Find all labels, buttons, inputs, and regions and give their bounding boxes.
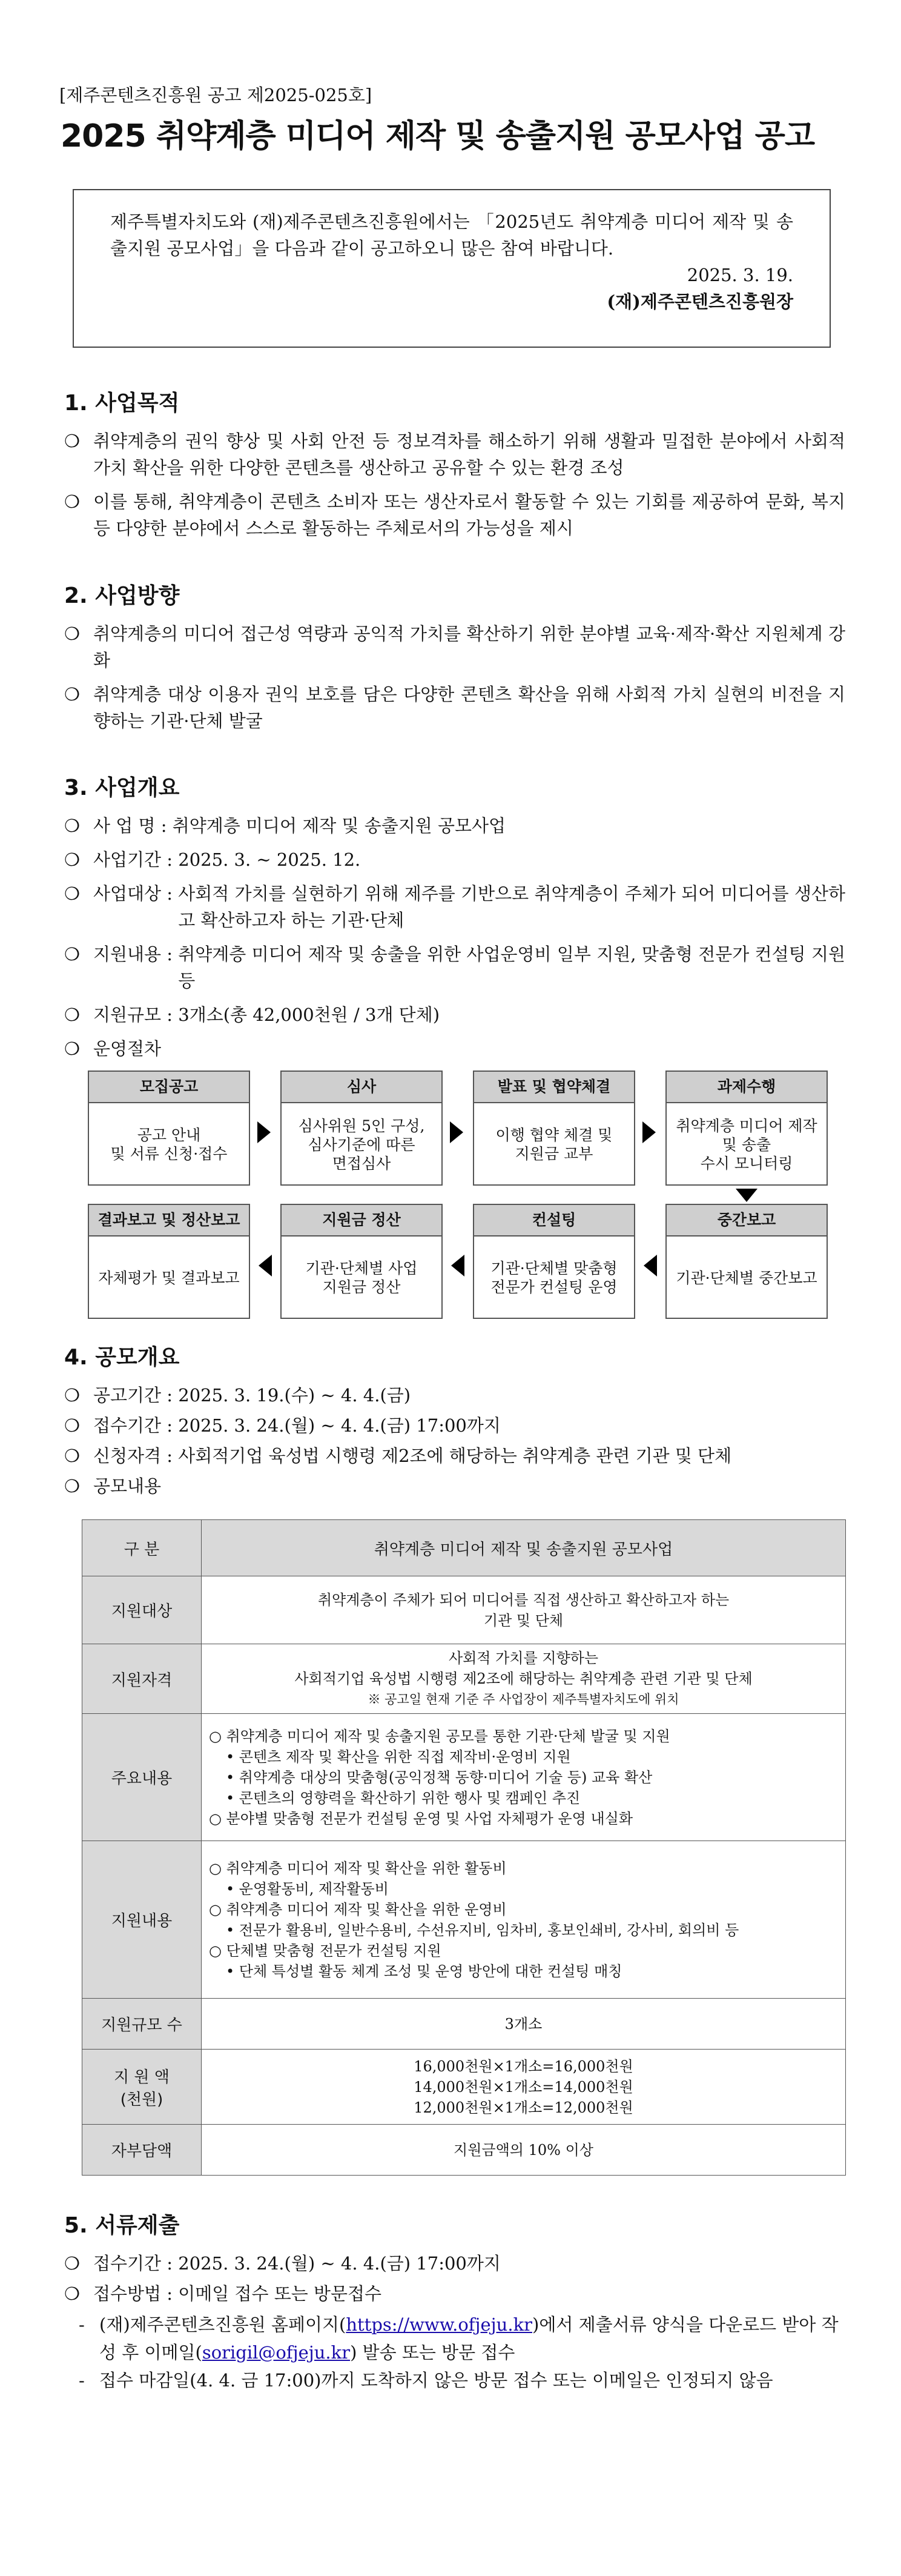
content-line: • 취약계층 대상의 맞춤형(공익정책 동향·미디어 기술 등) 교육 확산	[226, 1768, 653, 1786]
flow-step	[88, 1204, 250, 1319]
intro-issuer: (재)제주콘텐츠진흥원장	[607, 291, 793, 312]
item-key: ❍ 접수기간 :	[93, 2253, 179, 2274]
row-value: 취약계층이 주체가 되어 미디어를 직접 생산하고 확산하고자 하는 기관 및 단체	[202, 1576, 846, 1644]
section-heading: 4. 공모개요	[64, 1345, 180, 1370]
flow-step-body: 취약계층 미디어 제작 및 송출 수시 모니터링	[676, 1117, 817, 1172]
row-value	[202, 1644, 846, 1714]
item-value: 2025. 3. 24.(월) ~ 4. 4.(금) 17:00까지	[178, 2253, 501, 2274]
item-key: ❍ 운영절차	[93, 1038, 162, 1059]
section-purpose	[64, 388, 845, 549]
table-row	[82, 2125, 846, 2176]
item-key: ❍ 접수방법 :	[93, 2283, 179, 2304]
recruit-item	[64, 1382, 845, 1409]
detail-text: ) 발송 또는 방문 접수	[350, 2342, 515, 2363]
section-heading: 3. 사업개요	[64, 775, 180, 800]
table-row	[82, 1576, 846, 1644]
item-value	[161, 1473, 845, 1499]
table-row	[82, 1714, 846, 1841]
flow-step-title: 발표 및 협약체결	[474, 1072, 634, 1103]
row-value	[202, 2050, 846, 2125]
process-flow	[88, 1071, 839, 1319]
detail-text: )에서 제출서류 양식을 다운로드 받아 작성 후 이메일(	[99, 2314, 839, 2363]
arrow-left-icon	[451, 1255, 464, 1276]
row-label: 지원자격	[82, 1644, 202, 1714]
content-line: • 콘텐츠의 영향력을 확산하기 위한 행사 및 캠페인 추진	[226, 1789, 581, 1807]
item-value: 이메일 접수 또는 방문접수	[178, 2283, 382, 2304]
table-row	[82, 2050, 846, 2125]
item-key: ❍ 접수기간 :	[93, 1415, 179, 1436]
notice-number: [제주콘텐츠진흥원 공고 제2025-025호]	[59, 85, 372, 105]
row-value	[202, 1714, 846, 1841]
flow-step	[473, 1204, 635, 1319]
item-value: 취약계층 미디어 제작 및 송출을 위한 사업운영비 일부 지원, 맞춤형 전문가 컨설팅 지원 등	[178, 944, 845, 991]
homepage-link[interactable]: https://www.ofjeju.kr	[346, 2314, 533, 2335]
item-value: 취약계층 미디어 제작 및 송출지원 공모사업	[172, 815, 506, 836]
arrow-down-icon	[736, 1189, 757, 1202]
row-value: 3개소	[202, 1999, 846, 2050]
content-line: • 운영활동비, 제작활동비	[226, 1880, 389, 1897]
email-link[interactable]: sorigil@ofjeju.kr	[202, 2342, 351, 2363]
content-line: • 콘텐츠 제작 및 확산을 위한 직접 제작비·운영비 지원	[226, 1748, 571, 1765]
item-value: 사회적기업 육성법 시행령 제2조에 해당하는 취약계층 관련 기관 및 단체	[178, 1446, 732, 1466]
recruit-item	[64, 1442, 845, 1469]
item-key: ❍ 사업기간 :	[93, 849, 179, 870]
item-key: ❍ 지원규모 :	[93, 1004, 179, 1025]
recruit-table	[82, 1519, 846, 2176]
submit-item	[64, 2280, 845, 2307]
recruit-item	[64, 1412, 845, 1439]
content-line: ○ 취약계층 미디어 제작 및 송출지원 공모를 통한 기관·단체 발굴 및 지원	[209, 1727, 670, 1745]
item-value	[161, 1035, 845, 1062]
intro-box	[73, 189, 831, 348]
item-key: ❍ 공모내용	[93, 1476, 162, 1496]
flow-step	[665, 1204, 828, 1319]
row-label: 지원내용	[82, 1841, 202, 1999]
bullet-item: ❍ 취약계층의 미디어 접근성 역량과 공익적 가치를 확산하기 위한 분야별 교육·제작·확산 지원체계 강화	[64, 620, 845, 674]
row-value	[202, 1841, 846, 1999]
flow-step-title: 모집공고	[89, 1072, 249, 1103]
submit-detail	[64, 2311, 845, 2366]
section-direction	[64, 580, 845, 742]
content-line: • 단체 특성별 활동 체계 조성 및 운영 방안에 대한 컨설팅 매칭	[226, 1962, 622, 1980]
section-recruit	[64, 1342, 845, 1503]
submit-detail: - 접수 마감일(4. 4. 금 17:00)까지 도착하지 않은 방문 접수 또는 이메일은 인정되지 않음	[64, 2366, 845, 2394]
flow-step-title: 컨설팅	[474, 1205, 634, 1237]
bullet-item: ❍ 취약계층의 권익 향상 및 사회 안전 등 정보격차를 해소하기 위해 생활과 밀접한 분야에서 사회적 가치 확산을 위한 다양한 콘텐츠를 생산하고 공유할 수 있는 환경 조성	[64, 428, 845, 481]
item-key: ❍ 사 업 명 :	[93, 815, 173, 836]
item-value: 2025. 3. 19.(수) ~ 4. 4.(금)	[178, 1385, 411, 1406]
row-label: 주요내용	[82, 1714, 202, 1841]
overview-item	[64, 1035, 845, 1062]
qual-note: ※ 공고일 현재 기준 주 사업장이 제주특별자치도에 위치	[368, 1692, 679, 1707]
flow-step-title: 지원금 정산	[282, 1205, 441, 1237]
section-heading: 1. 사업목적	[64, 391, 180, 416]
flow-step	[473, 1071, 635, 1186]
arrow-right-icon	[450, 1121, 463, 1143]
arrow-left-icon	[259, 1255, 272, 1276]
item-key: ❍ 공고기간 :	[93, 1385, 179, 1406]
recruit-item	[64, 1473, 845, 1499]
flow-step-title: 과제수행	[667, 1072, 827, 1103]
bullet-item: ❍ 취약계층 대상 이용자 권익 보호를 담은 다양한 콘텐츠 확산을 위해 사회적 가치 실현의 비전을 지향하는 기관·단체 발굴	[64, 681, 845, 734]
section-submit	[64, 2210, 845, 2394]
flow-step	[665, 1071, 828, 1186]
flow-step-body: 기관·단체별 중간보고	[676, 1269, 817, 1287]
flow-step-title: 심사	[282, 1072, 441, 1103]
intro-date: 2025. 3. 19.	[687, 265, 793, 285]
row-label: 지원대상	[82, 1576, 202, 1644]
table-row	[82, 1520, 846, 1576]
flow-step	[280, 1204, 443, 1319]
detail-text: (재)제주콘텐츠진흥원 홈페이지(	[99, 2314, 346, 2335]
item-key: ❍ 사업대상 :	[93, 883, 179, 904]
row-label: 지 원 액 (천원)	[82, 2050, 202, 2125]
flow-step-body: 자체평가 및 결과보고	[98, 1269, 240, 1287]
amount-line: 16,000천원×1개소=16,000천원	[414, 2057, 633, 2075]
arrow-right-icon	[642, 1121, 656, 1143]
amount-line: 14,000천원×1개소=14,000천원	[414, 2078, 633, 2096]
overview-item	[64, 880, 845, 934]
page-title: 2025 취약계층 미디어 제작 및 송출지원 공모사업 공고	[61, 118, 815, 154]
qual-line: 사회적 가치를 지향하는	[448, 1650, 599, 1667]
item-value: 2025. 3. 24.(월) ~ 4. 4.(금) 17:00까지	[178, 1415, 501, 1436]
bullet-item: ❍ 이를 통해, 취약계층이 콘텐츠 소비자 또는 생산자로서 활동할 수 있는 기회를 제공하여 문화, 복지 등 다양한 분야에서 스스로 활동하는 주체로서의 가능성을 제시	[64, 488, 845, 542]
flow-step-body: 기관·단체별 맞춤형 전문가 컨설팅 운영	[490, 1260, 618, 1296]
item-key: ❍ 신청자격 :	[93, 1446, 179, 1466]
flow-step-body: 공고 안내 및 서류 신청·접수	[110, 1126, 228, 1163]
content-line: ○ 단체별 맞춤형 전문가 컨설팅 지원	[209, 1942, 441, 1959]
arrow-right-icon	[257, 1121, 271, 1143]
flow-step	[280, 1071, 443, 1186]
item-value: 3개소(총 42,000천원 / 3개 단체)	[178, 1004, 440, 1025]
table-head-right: 취약계층 미디어 제작 및 송출지원 공모사업	[202, 1520, 846, 1576]
row-label: 자부담액	[82, 2125, 202, 2176]
content-line: ○ 취약계층 미디어 제작 및 확산을 위한 운영비	[209, 1900, 507, 1918]
table-row	[82, 1644, 846, 1714]
overview-item	[64, 846, 845, 873]
table-head-left: 구 분	[82, 1520, 202, 1576]
flow-step-body: 기관·단체별 사업 지원금 정산	[305, 1260, 418, 1296]
section-heading: 5. 서류제출	[64, 2213, 180, 2238]
overview-item	[64, 1001, 845, 1028]
section-heading: 2. 사업방향	[64, 583, 180, 608]
content-line: ○ 분야별 맞춤형 전문가 컨설팅 운영 및 사업 자체평가 운영 내실화	[209, 1810, 633, 1827]
intro-text: 제주특별자치도와 (재)제주콘텐츠진흥원에서는 「2025년도 취약계층 미디어 제작 및 송출지원 공모사업」을 다음과 같이 공고하오니 많은 참여 바랍니다.	[110, 211, 793, 259]
item-value: 2025. 3. ~ 2025. 12.	[178, 849, 361, 870]
flow-step-body: 이행 협약 체결 및 지원금 교부	[495, 1126, 613, 1163]
table-row	[82, 1999, 846, 2050]
item-value: 사회적 가치를 실현하기 위해 제주를 기반으로 취약계층이 주체가 되어 미디어를 생산하고 확산하고자 하는 기관·단체	[178, 883, 845, 931]
flow-step-title: 결과보고 및 정산보고	[89, 1205, 249, 1237]
overview-item	[64, 941, 845, 994]
flow-step	[88, 1071, 250, 1186]
submit-item	[64, 2250, 845, 2277]
row-label: 지원규모 수	[82, 1999, 202, 2050]
content-line: • 전문가 활용비, 일반수용비, 수선유지비, 임차비, 홍보인쇄비, 강사비, 회의비 등	[226, 1921, 739, 1939]
overview-item	[64, 812, 845, 839]
flow-step-title: 중간보고	[667, 1205, 827, 1237]
amount-line: 12,000천원×1개소=12,000천원	[414, 2099, 633, 2116]
item-key: ❍ 지원내용 :	[93, 944, 179, 964]
qual-line: 사회적기업 육성법 시행령 제2조에 해당하는 취약계층 관련 기관 및 단체	[294, 1670, 753, 1687]
content-line: ○ 취약계층 미디어 제작 및 확산을 위한 활동비	[209, 1859, 507, 1877]
flow-step-body: 심사위원 5인 구성, 심사기준에 따른 면접심사	[298, 1117, 425, 1172]
arrow-left-icon	[644, 1255, 657, 1276]
row-value: 지원금액의 10% 이상	[202, 2125, 846, 2176]
table-row	[82, 1841, 846, 1999]
section-overview	[64, 772, 845, 1069]
